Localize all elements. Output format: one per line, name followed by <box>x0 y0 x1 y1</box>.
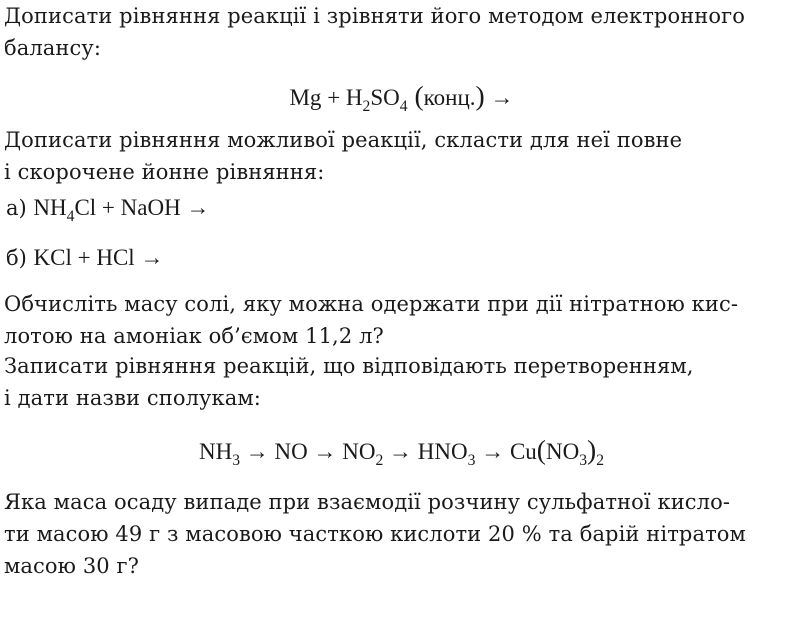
formula-nh: NH <box>33 195 67 220</box>
condition-note: конц. <box>423 85 476 110</box>
subscript: 2 <box>362 97 371 115</box>
subscript: 3 <box>579 451 588 469</box>
task1-line1: Дописати рівняння реакції і зрівняти його методом електронного <box>4 4 745 28</box>
formula-no2: NO <box>342 439 376 464</box>
formula-hcl: HCl <box>96 245 135 270</box>
formula-naoh: NaOH <box>120 195 181 220</box>
arrow: → <box>180 195 210 220</box>
arrow: → <box>134 245 164 270</box>
task4-text <box>4 350 780 414</box>
subscript: 3 <box>467 451 476 469</box>
subscript: 2 <box>375 451 384 469</box>
subscript: 4 <box>66 207 75 225</box>
task1-text <box>4 0 780 64</box>
paren-open: ( <box>407 80 424 111</box>
item-marker: б) <box>6 246 34 270</box>
plus-sign: + <box>71 245 97 270</box>
formula-nh3: NH <box>198 439 233 464</box>
task4-chain <box>0 434 803 468</box>
task5-line3: масою 30 г? <box>4 554 139 578</box>
task3-line2: лотою на амоніак об’ємом 11,2 л? <box>4 324 384 348</box>
formula-no: NO <box>274 439 308 464</box>
arrow: → <box>475 439 510 464</box>
task4-line2: і дати назви сполукам: <box>4 386 261 410</box>
task5-line2: ти масою 49 г з масовою часткою кислоти 20 % та барій нітратом <box>4 522 746 546</box>
task1-equation <box>0 80 803 114</box>
task2-item-a <box>6 192 209 224</box>
subscript: 2 <box>596 451 605 469</box>
arrow: → <box>383 439 418 464</box>
task1-line2: балансу: <box>4 36 102 60</box>
formula-kcl: KCl <box>33 245 72 270</box>
formula-hno3: HNO <box>417 439 468 464</box>
paren-close: ) <box>475 80 485 111</box>
task5-text <box>4 486 780 582</box>
plus-sign: + <box>96 195 121 220</box>
plus-sign: + <box>321 85 346 110</box>
subscript: 3 <box>232 451 240 469</box>
task2-line1: Дописати рівняння можливої реакції, скласти для неї повне <box>4 128 683 152</box>
task2-item-b <box>6 242 163 274</box>
task3-text <box>4 288 780 352</box>
arrow: → <box>240 439 275 464</box>
formula-h: H <box>345 85 363 110</box>
formula-mg: Mg <box>289 85 322 110</box>
task3-line1: Обчисліть масу солі, яку можна одержати при дії нітратною кис- <box>4 292 739 316</box>
paren-open: ( <box>536 434 546 465</box>
arrow: → <box>307 439 343 464</box>
arrow: → <box>484 85 514 110</box>
task2-line2: і скорочене йонне рівняння: <box>4 160 325 184</box>
task4-line1: Записати рівняння реакцій, що відповідають перетворенням, <box>4 354 694 378</box>
paren-close: ) <box>587 434 597 465</box>
task2-text <box>4 124 780 188</box>
task5-line1: Яка маса осаду випаде при взаємодії розчину сульфатної кисло- <box>4 490 731 514</box>
formula-no3: NO <box>545 439 580 464</box>
subscript: 4 <box>399 97 408 115</box>
formula-so: SO <box>370 85 400 110</box>
item-marker: а) <box>6 196 34 220</box>
formula-cu: Cu <box>509 439 537 464</box>
formula-cl: Cl <box>74 195 97 220</box>
